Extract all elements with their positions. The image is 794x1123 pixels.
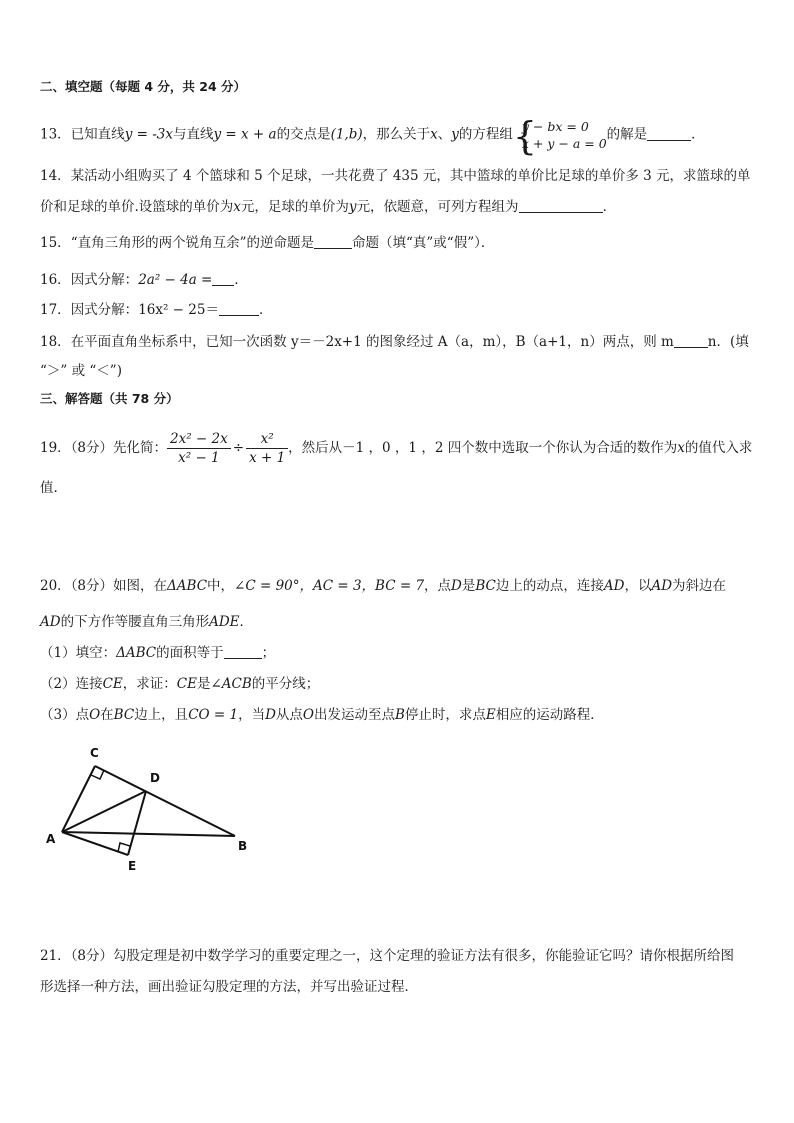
label-c: C: [90, 746, 99, 760]
question-20-line2: AD的下方作等腰直角三角形ADE．: [40, 614, 254, 630]
section-3-title: 三、解答题（共 78 分）: [40, 391, 179, 406]
question-21-line1: 21．（8分）勾股定理是初中数学学习的重要定理之一，这个定理的验证方法有很多，你能验证它吗？请你根据所给图: [40, 948, 735, 964]
question-18-line1: 18．在平面直角坐标系中，已知一次函数 y＝－2x+1 的图象经过 A（a，m），B（a+1，n）两点，则 m n．(填: [40, 334, 749, 350]
q13-point: (1,b): [330, 126, 363, 143]
question-13: 13．已知直线y = -3x与直线y = x + a的交点是(1,b)，那么关于x、y的方程组 { y − bx = 0 x + y − a = 0 的解是 ．: [40, 114, 705, 158]
question-20-part1: （1）填空：ΔABC的面积等于 ；: [40, 645, 276, 661]
question-19-line2: 值.: [40, 480, 58, 496]
q19-number: 19．: [40, 440, 71, 456]
segment-ab: [62, 832, 235, 836]
q15-answer-blank[interactable]: [314, 234, 352, 249]
question-20-part2: （2）连接CE，求证：CE是∠ACB的平分线；: [40, 676, 320, 692]
question-14-line2: 价和足球的单价.设篮球的单价为x元，足球的单价为y元，依题意，可列方程组为 ．: [40, 199, 617, 215]
question-18-line2: “＞” 或 “＜”): [40, 363, 122, 379]
question-20-line1: 20．（8分）如图，在ΔABC中，∠C = 90°，AC = 3，BC = 7，点D是BC边上的动点，连接AD，以AD为斜边在: [40, 578, 727, 594]
q21-number: 21．: [40, 948, 71, 964]
segment-de: [128, 791, 146, 855]
segment-cb: [95, 766, 235, 836]
question-15: 15．“直角三角形的两个锐角互余”的逆命题是 命题（填“真”或“假”）．: [40, 235, 495, 251]
label-b: B: [238, 839, 248, 853]
segment-ac: [62, 766, 95, 832]
q13-answer-blank[interactable]: [647, 126, 691, 141]
q17-answer-blank[interactable]: [219, 301, 259, 316]
label-a: A: [46, 832, 56, 846]
q17-number: 17．: [40, 302, 71, 318]
q19-fraction-2: $\frac{\text{x²}}{x + 1}$: [246, 430, 288, 467]
q16-answer-blank[interactable]: [212, 271, 234, 286]
q13-line1: y = -3x: [124, 126, 173, 143]
label-e: E: [128, 859, 137, 873]
q20-number: 20．: [40, 578, 71, 594]
q20-triangle-figure: [40, 740, 270, 875]
question-14-line1: 14．某活动小组购买了 4 个篮球和 5 个足球，一共花费了 435 元，其中篮球的单价比足球的单价多 3 元，求篮球的单: [40, 168, 751, 184]
q14-answer-blank[interactable]: [519, 198, 603, 213]
q14-number: 14．: [40, 168, 71, 184]
section-2-title: 二、填空题（每题 4 分，共 24 分）: [40, 79, 247, 94]
q16-number: 16．: [40, 272, 71, 288]
question-20-part3: （3）点O在BC边上，且CO = 1，当D从点O出发运动至点B停止时，求点E相应的运动路程．: [40, 707, 604, 723]
q13-number: 13．: [40, 126, 71, 143]
segment-ad: [62, 791, 146, 832]
label-d: D: [150, 771, 160, 785]
q18-number: 18．: [40, 334, 71, 350]
q18-answer-blank[interactable]: [674, 333, 708, 348]
question-21-line2: 形选择一种方法，画出验证勾股定理的方法，并写出验证过程．: [40, 979, 418, 995]
question-19: 19．（8分）先化简： $\frac{\text{2x² − 2x}}{\text{x² − 1}}$ ÷ $\frac{\text{x²}}{x + 1}$ ，然后从－1 ，0 ，1 ，2 四个数中选取一个你认为合适的数作为x的值代入求: [40, 431, 753, 466]
question-16: 16．因式分解：2a² − 4a = ．: [40, 272, 248, 288]
question-17: 17．因式分解：16x² − 25＝ ．: [40, 302, 273, 318]
q20-answer-blank[interactable]: [224, 644, 262, 659]
q13-line2: y = x + a: [213, 126, 277, 143]
q19-fraction-1: $\frac{\text{2x² − 2x}}{\text{x² − 1}}$: [167, 430, 231, 467]
q15-number: 15．: [40, 235, 71, 251]
q13-equation-system: { y − bx = 0 x + y − a = 0: [512, 114, 607, 158]
